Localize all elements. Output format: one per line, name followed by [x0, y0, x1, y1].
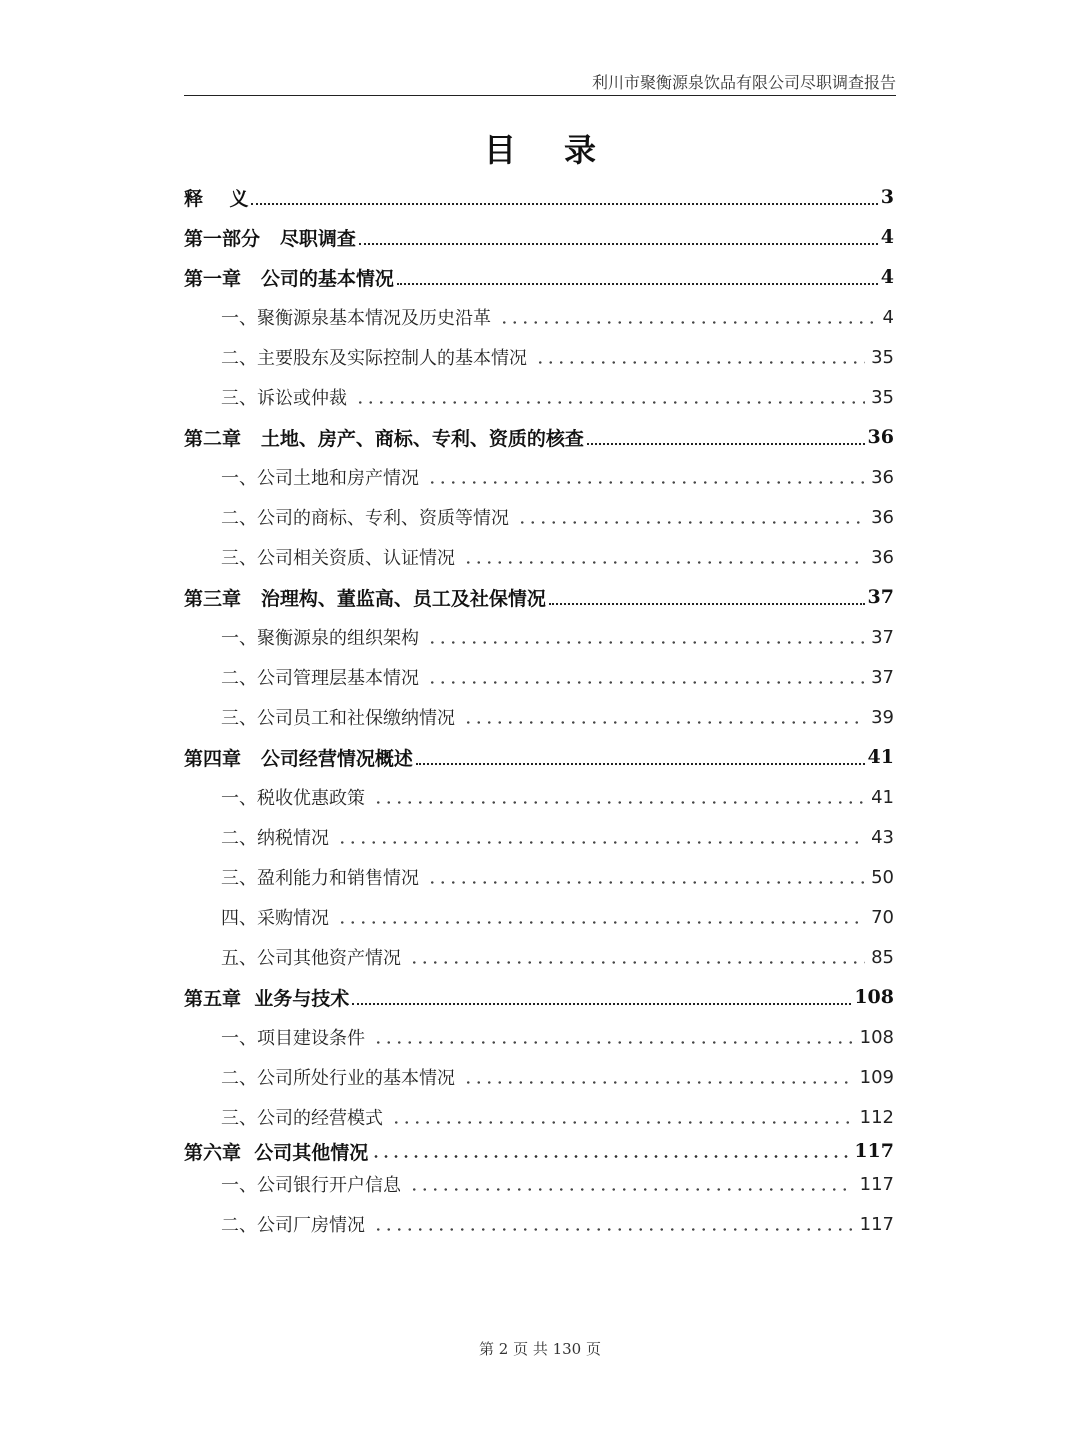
toc-entry-label: 二、公司所处行业的基本情况 [221, 1068, 455, 1089]
toc-section-entry[interactable] [221, 380, 894, 414]
toc-page-number: 70 [871, 906, 894, 928]
toc-page-number: 4 [880, 266, 894, 288]
toc-entry-label: 第一部分 尽职调查 [184, 227, 356, 250]
toc-entry-label: 第一章 公司的基本情况 [184, 267, 394, 290]
toc-dot-leader [535, 361, 865, 364]
toc-section-entry[interactable] [221, 620, 894, 654]
toc-page-number: 36 [871, 546, 894, 568]
toc-dot-leader [463, 1081, 854, 1084]
toc-page-number: 4 [880, 226, 894, 248]
toc-section-entry[interactable] [221, 860, 894, 894]
toc-dot-leader [427, 881, 865, 884]
toc-section-entry[interactable] [221, 460, 894, 494]
toc-section-entry[interactable] [221, 660, 894, 694]
toc-dot-leader [337, 921, 865, 924]
toc-page-number: 109 [859, 1066, 894, 1088]
toc-entry-label: 二、公司管理层基本情况 [221, 668, 419, 689]
toc-entry-label: 第六章 公司其他情况 [184, 1141, 369, 1164]
toc-dot-leader [409, 1188, 854, 1191]
toc-entry-label: 二、纳税情况 [221, 828, 329, 849]
toc-entry-label: 二、公司厂房情况 [221, 1215, 365, 1236]
toc-page-number: 117 [859, 1213, 894, 1235]
toc-dot-leader [373, 801, 865, 804]
toc-chapter-entry[interactable] [184, 260, 894, 294]
toc-page-number: 117 [859, 1173, 894, 1195]
toc-page-number: 85 [871, 946, 894, 968]
toc-entry-label: 第二章 土地、房产、商标、专利、资质的核查 [184, 427, 584, 450]
toc-dot-leader [587, 443, 865, 445]
toc-dot-leader [427, 641, 865, 644]
toc-title: 目录 [483, 131, 644, 169]
toc-section-entry[interactable] [221, 900, 894, 934]
toc-chapter-entry[interactable] [184, 740, 894, 774]
toc-page-number: 112 [859, 1106, 894, 1128]
toc-dot-leader [517, 521, 865, 524]
toc-entry-label: 释 义 [184, 187, 249, 210]
toc-page-number: 117 [854, 1140, 894, 1162]
toc-entry-label: 一、税收优惠政策 [221, 788, 365, 809]
toc-dot-leader [251, 203, 877, 205]
toc-section-entry[interactable] [221, 940, 894, 974]
toc-entry-label: 一、公司土地和房产情况 [221, 468, 419, 489]
toc-page-number: 36 [871, 466, 894, 488]
running-header: 利川市聚衡源泉饮品有限公司尽职调查报告 [591, 73, 896, 92]
toc-entry-label: 三、公司相关资质、认证情况 [221, 548, 455, 569]
toc-entry-label: 三、公司员工和社保缴纳情况 [221, 708, 455, 729]
toc-section-entry[interactable] [221, 780, 894, 814]
toc-dot-leader [337, 841, 865, 844]
toc-page-number: 41 [867, 746, 894, 768]
toc-page-number: 4 [882, 306, 894, 328]
toc-entry-label: 二、公司的商标、专利、资质等情况 [221, 508, 509, 529]
toc-entry-label: 三、诉讼或仲裁 [221, 388, 347, 409]
toc-dot-leader [359, 243, 878, 245]
toc-page-number: 39 [871, 706, 894, 728]
toc-section-entry[interactable] [221, 1060, 894, 1094]
toc-dot-leader [549, 603, 865, 605]
toc-section-entry[interactable] [221, 820, 894, 854]
toc-chapter-entry[interactable] [184, 1134, 894, 1168]
toc-entry-label: 二、主要股东及实际控制人的基本情况 [221, 348, 527, 369]
toc-chapter-entry[interactable] [184, 980, 894, 1014]
toc-page-number: 108 [859, 1026, 894, 1048]
toc-entry-label: 一、项目建设条件 [221, 1028, 365, 1049]
toc-dot-leader [499, 321, 877, 324]
toc-page-number: 37 [871, 626, 894, 648]
page-footer: 第 2 页 共 130 页 [478, 1340, 601, 1358]
toc-page-number: 36 [871, 506, 894, 528]
toc-dot-leader [463, 721, 865, 724]
toc-dot-leader [391, 1121, 854, 1124]
toc-dot-leader [427, 481, 865, 484]
toc-entry-label: 三、盈利能力和销售情况 [221, 868, 419, 889]
toc-page-number: 41 [871, 786, 894, 808]
toc-page-number: 43 [871, 826, 894, 848]
toc-dot-leader [397, 283, 878, 285]
toc-entry-label: 一、聚衡源泉基本情况及历史沿革 [221, 308, 491, 329]
toc-chapter-entry[interactable] [184, 580, 894, 614]
toc-dot-leader [409, 961, 865, 964]
toc-entry-label: 三、公司的经营模式 [221, 1108, 383, 1129]
toc-chapter-entry[interactable] [184, 180, 894, 214]
toc-page-number: 35 [871, 386, 894, 408]
toc-page-number: 35 [871, 346, 894, 368]
toc-section-entry[interactable] [221, 340, 894, 374]
toc-page-number: 108 [854, 986, 894, 1008]
toc-section-entry[interactable] [221, 1207, 894, 1241]
toc-dot-leader [373, 1228, 854, 1231]
toc-entry-label: 一、聚衡源泉的组织架构 [221, 628, 419, 649]
toc-page-number: 36 [867, 426, 894, 448]
toc-entry-label: 五、公司其他资产情况 [221, 948, 401, 969]
toc-dot-leader [352, 1003, 851, 1005]
toc-entry-label: 一、公司银行开户信息 [221, 1175, 401, 1196]
toc-page-number: 37 [871, 666, 894, 688]
toc-section-entry[interactable] [221, 1020, 894, 1054]
toc-entry-label: 第三章 治理构、董监高、员工及社保情况 [184, 587, 546, 610]
toc-dot-leader [373, 1041, 854, 1044]
toc-section-entry[interactable] [221, 1100, 894, 1134]
toc-section-entry[interactable] [221, 500, 894, 534]
toc-chapter-entry[interactable] [184, 220, 894, 254]
toc-chapter-entry[interactable] [184, 420, 894, 454]
toc-entry-label: 第五章 业务与技术 [184, 987, 350, 1010]
toc-page-number: 37 [867, 586, 894, 608]
toc-dot-leader [416, 763, 865, 765]
toc-dot-leader [371, 1155, 851, 1158]
toc-entry-label: 第四章 公司经营情况概述 [184, 747, 413, 770]
toc-entry-label: 四、采购情况 [221, 908, 329, 929]
toc-page-number: 50 [871, 866, 894, 888]
toc-dot-leader [355, 401, 865, 404]
toc-page-number: 3 [880, 186, 894, 208]
toc-section-entry[interactable] [221, 300, 894, 334]
toc-dot-leader [427, 681, 865, 684]
toc-section-entry[interactable] [221, 700, 894, 734]
toc-section-entry[interactable] [221, 1167, 894, 1201]
toc-section-entry[interactable] [221, 540, 894, 574]
toc-dot-leader [463, 561, 865, 564]
